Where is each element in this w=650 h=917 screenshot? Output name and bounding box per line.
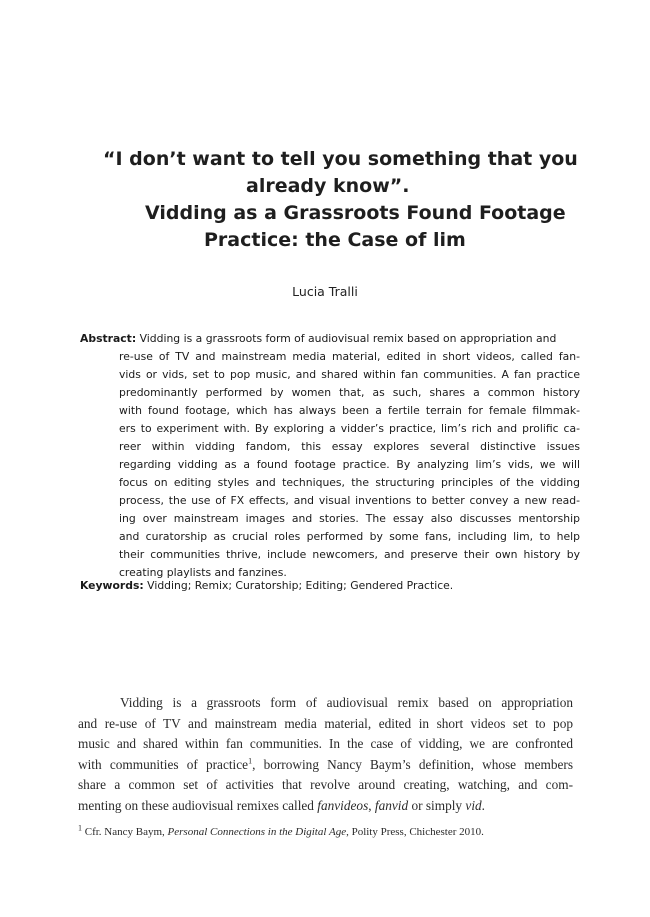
body-text-segment: or simply: [408, 797, 466, 813]
body-line: and re-use of TV and mainstream media material, edited in short videos set to pop: [78, 715, 573, 731]
footnote: [78, 823, 578, 838]
keywords-text: Vidding; Remix; Curatorship; Editing; Gendered Practice.: [143, 579, 454, 592]
abstract-line: regarding vidding as a found footage practice. By analyzing lim’s vids, we will: [119, 458, 580, 471]
abstract-line: creating playlists and fanzines.: [119, 566, 287, 579]
abstract-line: re-use of TV and mainstream media material, edited in short videos, called fan-: [119, 350, 580, 363]
abstract-line: and curatorship as crucial roles performed by some fans, including lim, to help: [119, 530, 580, 543]
body-line: music and shared within fan communities. In the case of vidding, we are confronted: [78, 736, 573, 751]
title-line-1: “I don’t want to tell you something that you: [103, 148, 578, 170]
author-name: Lucia Tralli: [292, 284, 358, 299]
footnote-number: 1: [78, 823, 82, 833]
abstract-line: with found footage, which has always been a fertile terrain for female filmmak-: [119, 404, 580, 417]
body-line: [78, 796, 573, 817]
title-line-4: Practice: the Case of lim: [204, 229, 466, 251]
footnote-reference: 1: [248, 756, 253, 766]
italic-term: fanvideos: [317, 797, 369, 813]
body-text-segment: ,: [368, 797, 375, 813]
footnote-text: Cfr. Nancy Baym,: [82, 826, 168, 838]
abstract-text: Vidding is a grassroots form of audiovisual remix based on appropriation and: [136, 332, 557, 345]
abstract-line: reer within vidding fandom, this essay explores several distinctive issues: [119, 440, 580, 453]
keywords-label: Keywords:: [80, 579, 144, 592]
title-line-3: Vidding as a Grassroots Found Footage: [145, 202, 566, 224]
body-text-segment: with communities of practice: [78, 756, 249, 772]
abstract-line: [80, 330, 580, 348]
abstract-line: ers to experiment with. By exploring a vidder’s practice, lim’s rich and prolific ca-: [119, 422, 580, 435]
body-text-segment: .: [481, 797, 485, 813]
italic-term: vid: [465, 797, 482, 813]
abstract-line: predominantly performed by women that, as such, shares a common history: [119, 386, 580, 399]
body-paragraph: [78, 693, 573, 816]
italic-term: fanvid: [374, 797, 409, 813]
body-line: share a common set of activities that revolve around creating, watching, and com-: [78, 777, 573, 792]
keywords-section: [80, 579, 580, 592]
body-text-segment: , borrowing Nancy Baym’s definition, whose members: [252, 756, 573, 772]
abstract-line: process, the use of FX effects, and visual inventions to better convey a new read-: [119, 494, 580, 507]
footnote-book-title: Personal Connections in the Digital Age: [167, 826, 347, 838]
body-text-segment: menting on these audiovisual remixes called: [78, 797, 318, 813]
abstract-line: focus on editing styles and techniques, the structuring principles of the vidding: [119, 476, 580, 489]
abstract-section: [80, 330, 580, 582]
body-line: Vidding is a grassroots form of audiovisual remix based on appropriation: [120, 695, 573, 710]
footnote-text: , Polity Press, Chichester 2010.: [346, 826, 484, 838]
abstract-label: Abstract:: [80, 332, 137, 345]
body-line: [78, 755, 573, 776]
abstract-line: their communities thrive, include newcomers, and preserve their own history by: [119, 548, 580, 561]
abstract-line: ing over mainstream images and stories. The essay also discusses mentorship: [119, 512, 580, 525]
title-line-2: already know”.: [246, 175, 410, 197]
abstract-line: vids or vids, set to pop music, and shared within fan communities. A fan practice: [119, 368, 580, 381]
